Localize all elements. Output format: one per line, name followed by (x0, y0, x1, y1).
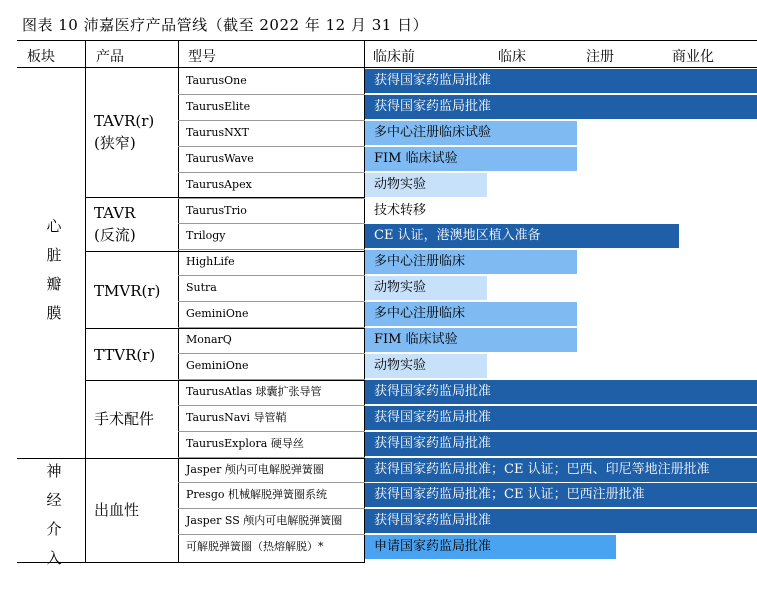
product-tavr-regurgitation (94, 202, 136, 246)
row-divider (178, 223, 365, 224)
row-divider (178, 146, 365, 147)
table-top-border (17, 40, 757, 41)
sector-char: 经 (46, 491, 62, 509)
product-ttvr (94, 344, 155, 366)
row-divider (178, 275, 365, 276)
header-bottom-border (17, 67, 757, 68)
model-name: Jasper 颅内可电解脱弹簧圈 (186, 462, 324, 476)
header-stage-preclinical: 临床前 (373, 49, 415, 65)
product-name: TAVR (94, 204, 136, 222)
model-name: HighLife (186, 255, 235, 269)
model-name: TaurusWave (186, 151, 254, 165)
model-name: TaurusAtlas 球囊扩张导管 (186, 384, 322, 398)
product-name: TTVR(r) (94, 346, 156, 364)
status-bar: 获得国家药监局批准；CE 认证；巴西、印尼等地注册批准 (365, 458, 757, 482)
status-bar: 获得国家药监局批准 (365, 380, 757, 404)
model-name: 可解脱弹簧圈（热熔解脱）* (186, 540, 324, 554)
sector-char: 神 (46, 462, 62, 480)
status-bar: 动物实验 (365, 173, 487, 197)
status-bar: 获得国家药监局批准 (365, 406, 757, 430)
status-bar: FIM 临床试验 (365, 328, 577, 352)
row-divider (178, 172, 365, 173)
row-divider (178, 120, 365, 121)
header-model: 型号 (188, 49, 216, 65)
model-name: GeminiOne (186, 307, 249, 321)
status-bar: 获得国家药监局批准 (365, 69, 757, 93)
model-name: GeminiOne (186, 358, 249, 372)
header-stage-registration: 注册 (586, 49, 614, 65)
status-bar: CE 认证，港澳地区植入准备 (365, 224, 679, 248)
status-bar: 获得国家药监局批准；CE 认证；巴西注册批准 (365, 483, 757, 507)
status-bar: 多中心注册临床 (365, 250, 577, 274)
status-bar: 获得国家药监局批准 (365, 509, 757, 533)
row-divider (178, 353, 365, 354)
sector-char: 瓣 (46, 275, 62, 293)
product-subname: (反流) (94, 226, 136, 244)
header-stage-clinical: 临床 (498, 49, 526, 65)
product-subname: (狭窄) (94, 134, 136, 152)
product-divider (85, 328, 365, 329)
row-divider (178, 482, 365, 483)
status-bar: 技术转移 (374, 202, 427, 218)
model-name: TaurusExplora 硬导丝 (186, 436, 304, 450)
row-divider (178, 301, 365, 302)
product-name: 手术配件 (94, 410, 155, 428)
status-bar: 获得国家药监局批准 (365, 95, 757, 119)
status-bar: 动物实验 (365, 354, 487, 378)
model-name: TaurusApex (186, 177, 252, 191)
sector-char: 心 (46, 217, 62, 235)
row-divider (178, 94, 365, 95)
model-name: TaurusNXT (186, 125, 249, 139)
product-name: TAVR(r) (94, 112, 155, 130)
product-hemorrhagic (94, 499, 139, 521)
status-bar: 动物实验 (365, 276, 487, 300)
product-name: 出血性 (94, 501, 140, 519)
row-divider (178, 457, 365, 458)
header-stage-commercial: 商业化 (672, 49, 714, 65)
status-bar: 获得国家药监局批准 (365, 432, 757, 456)
product-divider (85, 380, 365, 381)
product-tmvr (94, 280, 160, 302)
status-bar: 申请国家药监局批准 (365, 535, 616, 559)
row-divider (178, 327, 365, 328)
row-divider (178, 431, 365, 432)
row-divider (178, 508, 365, 509)
sector-char: 介 (46, 520, 62, 538)
model-name: TaurusOne (186, 74, 247, 87)
model-name: Sutra (186, 281, 217, 295)
figure-title: 图表 10 沛嘉医疗产品管线（截至 2022 年 12 月 31 日） (22, 16, 429, 34)
row-divider (178, 534, 365, 535)
status-bar: 多中心注册临床 (365, 302, 577, 326)
product-surgical-accessories (94, 408, 154, 430)
product-tavr-stenosis (94, 110, 154, 154)
model-name: MonarQ (186, 333, 232, 346)
model-name: Jasper SS 颅内可电解脱弹簧圈 (186, 514, 343, 528)
model-name: Presgo 机械解脱弹簧圈系统 (186, 488, 327, 502)
row-divider (178, 249, 365, 250)
row-divider (178, 198, 365, 199)
col-divider-1 (85, 40, 86, 562)
row-divider (178, 379, 365, 380)
sector-heart-valve (36, 212, 72, 328)
header-sector: 板块 (27, 49, 55, 65)
model-name: TaurusNavi 导管鞘 (186, 410, 287, 424)
sector-char: 膜 (46, 304, 62, 322)
product-divider (85, 251, 365, 252)
status-bar: FIM 临床试验 (365, 147, 577, 171)
sector-char: 入 (46, 549, 62, 567)
sector-neuro-intervention (36, 457, 72, 573)
row-divider (178, 405, 365, 406)
model-name: TaurusElite (186, 99, 251, 113)
header-product: 产品 (96, 49, 124, 65)
model-name: TaurusTrio (186, 203, 247, 217)
status-bar: 多中心注册临床试验 (365, 121, 577, 145)
model-name: Trilogy (186, 229, 226, 243)
sector-char: 脏 (46, 246, 62, 264)
product-name: TMVR(r) (94, 282, 161, 300)
